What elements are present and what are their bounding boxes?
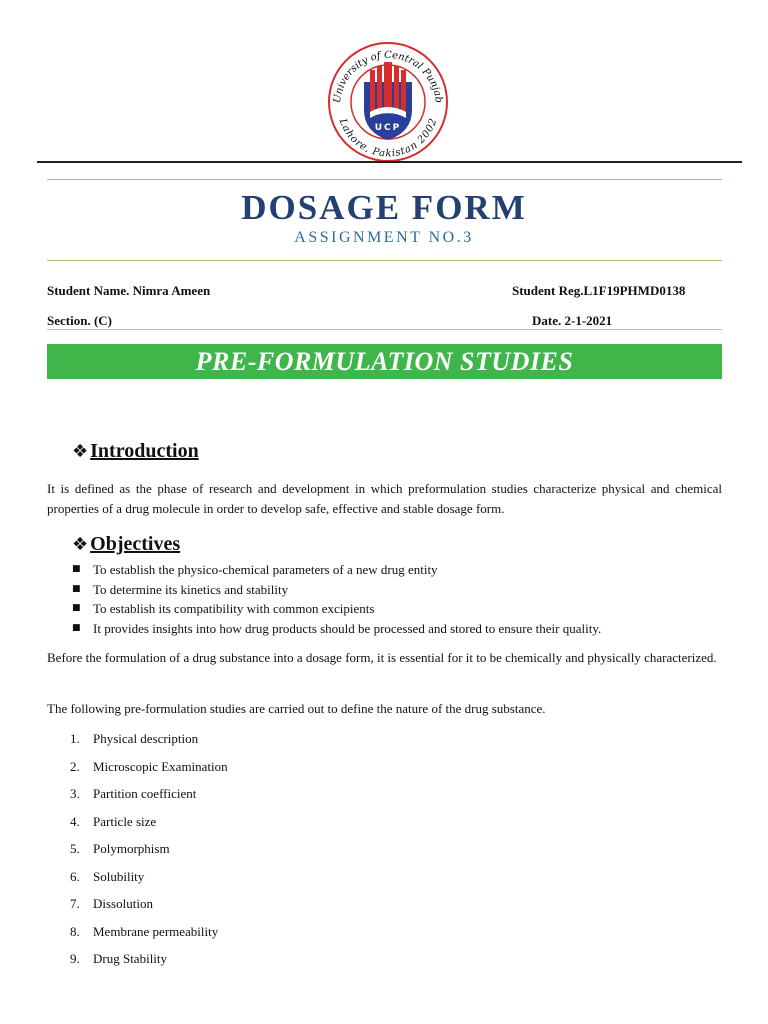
characterization-paragraph: Before the formulation of a drug substance into a dosage form, it is essential for it to be chemically and physically characterized. (47, 650, 717, 665)
student-reg: Student Reg.L1F19PHMD0138 (512, 283, 686, 298)
university-logo (326, 40, 450, 164)
square-bullet-icon: ■ (72, 564, 81, 574)
list-item: 9. Drug Stability (70, 951, 168, 966)
list-item: 2. Microscopic Examination (70, 758, 228, 774)
list-item: ■ It provides insights into how drug products should be processed and stored to ensure their quality. (72, 619, 601, 639)
objectives-list (72, 560, 601, 638)
square-bullet-icon: ■ (72, 603, 81, 613)
title-rule-bottom (47, 260, 722, 261)
section-banner: PRE-FORMULATION STUDIES (47, 344, 722, 379)
objectives-heading (72, 533, 180, 556)
square-bullet-icon: ■ (72, 583, 81, 594)
objectives-heading-text: Objectives (90, 533, 181, 555)
logo-center-letters: UCP (374, 123, 402, 133)
introduction-heading (72, 440, 199, 463)
list-item: 7. Dissolution (70, 896, 153, 911)
header-rule (37, 161, 742, 163)
student-section: Section. (C) (47, 313, 112, 328)
student-name: Student Name. Nimra Ameen (47, 283, 211, 298)
document-subtitle: ASSIGNMENT NO.3 (294, 229, 474, 246)
info-rule (47, 329, 722, 330)
list-item: 6. Solubility (70, 868, 145, 884)
diamond-bullet-icon: ❖ (72, 534, 89, 555)
studies-list (70, 729, 228, 977)
list-item: 8. Membrane permeability (70, 923, 219, 939)
submission-date: Date. 2-1-2021 (532, 313, 613, 328)
logo-ring-text: University of Central Punjab (331, 49, 444, 104)
list-item: 1. Physical description (70, 731, 199, 746)
list-item: ■ To establish the physico-chemical parameters of a new drug entity (72, 560, 601, 580)
title-rule-top (47, 179, 722, 180)
list-item: 5. Polymorphism (70, 841, 170, 856)
list-item: 3. Partition coefficient (70, 786, 197, 801)
studies-intro-paragraph: The following pre-formulation studies are carried out to define the nature of the drug substance. (47, 701, 546, 716)
list-item: ■ To establish its compatibility with common excipients (72, 599, 601, 619)
list-item: 4. Particle size (70, 813, 157, 829)
introduction-heading-text: Introduction (90, 440, 199, 462)
list-item: ■ To determine its kinetics and stability (72, 580, 601, 600)
logo-ring-bottom-text: Lahore, Pakistan 2002 (336, 117, 440, 160)
diamond-bullet-icon: ❖ (72, 441, 89, 462)
introduction-text: It is defined as the phase of research and development in which preformulation studies characterize physical and chemical properties of a drug molecule in order to develop safe, effective and stable dosage form. (47, 481, 722, 516)
square-bullet-icon: ■ (72, 622, 81, 633)
document-title: DOSAGE FORM (241, 188, 527, 227)
